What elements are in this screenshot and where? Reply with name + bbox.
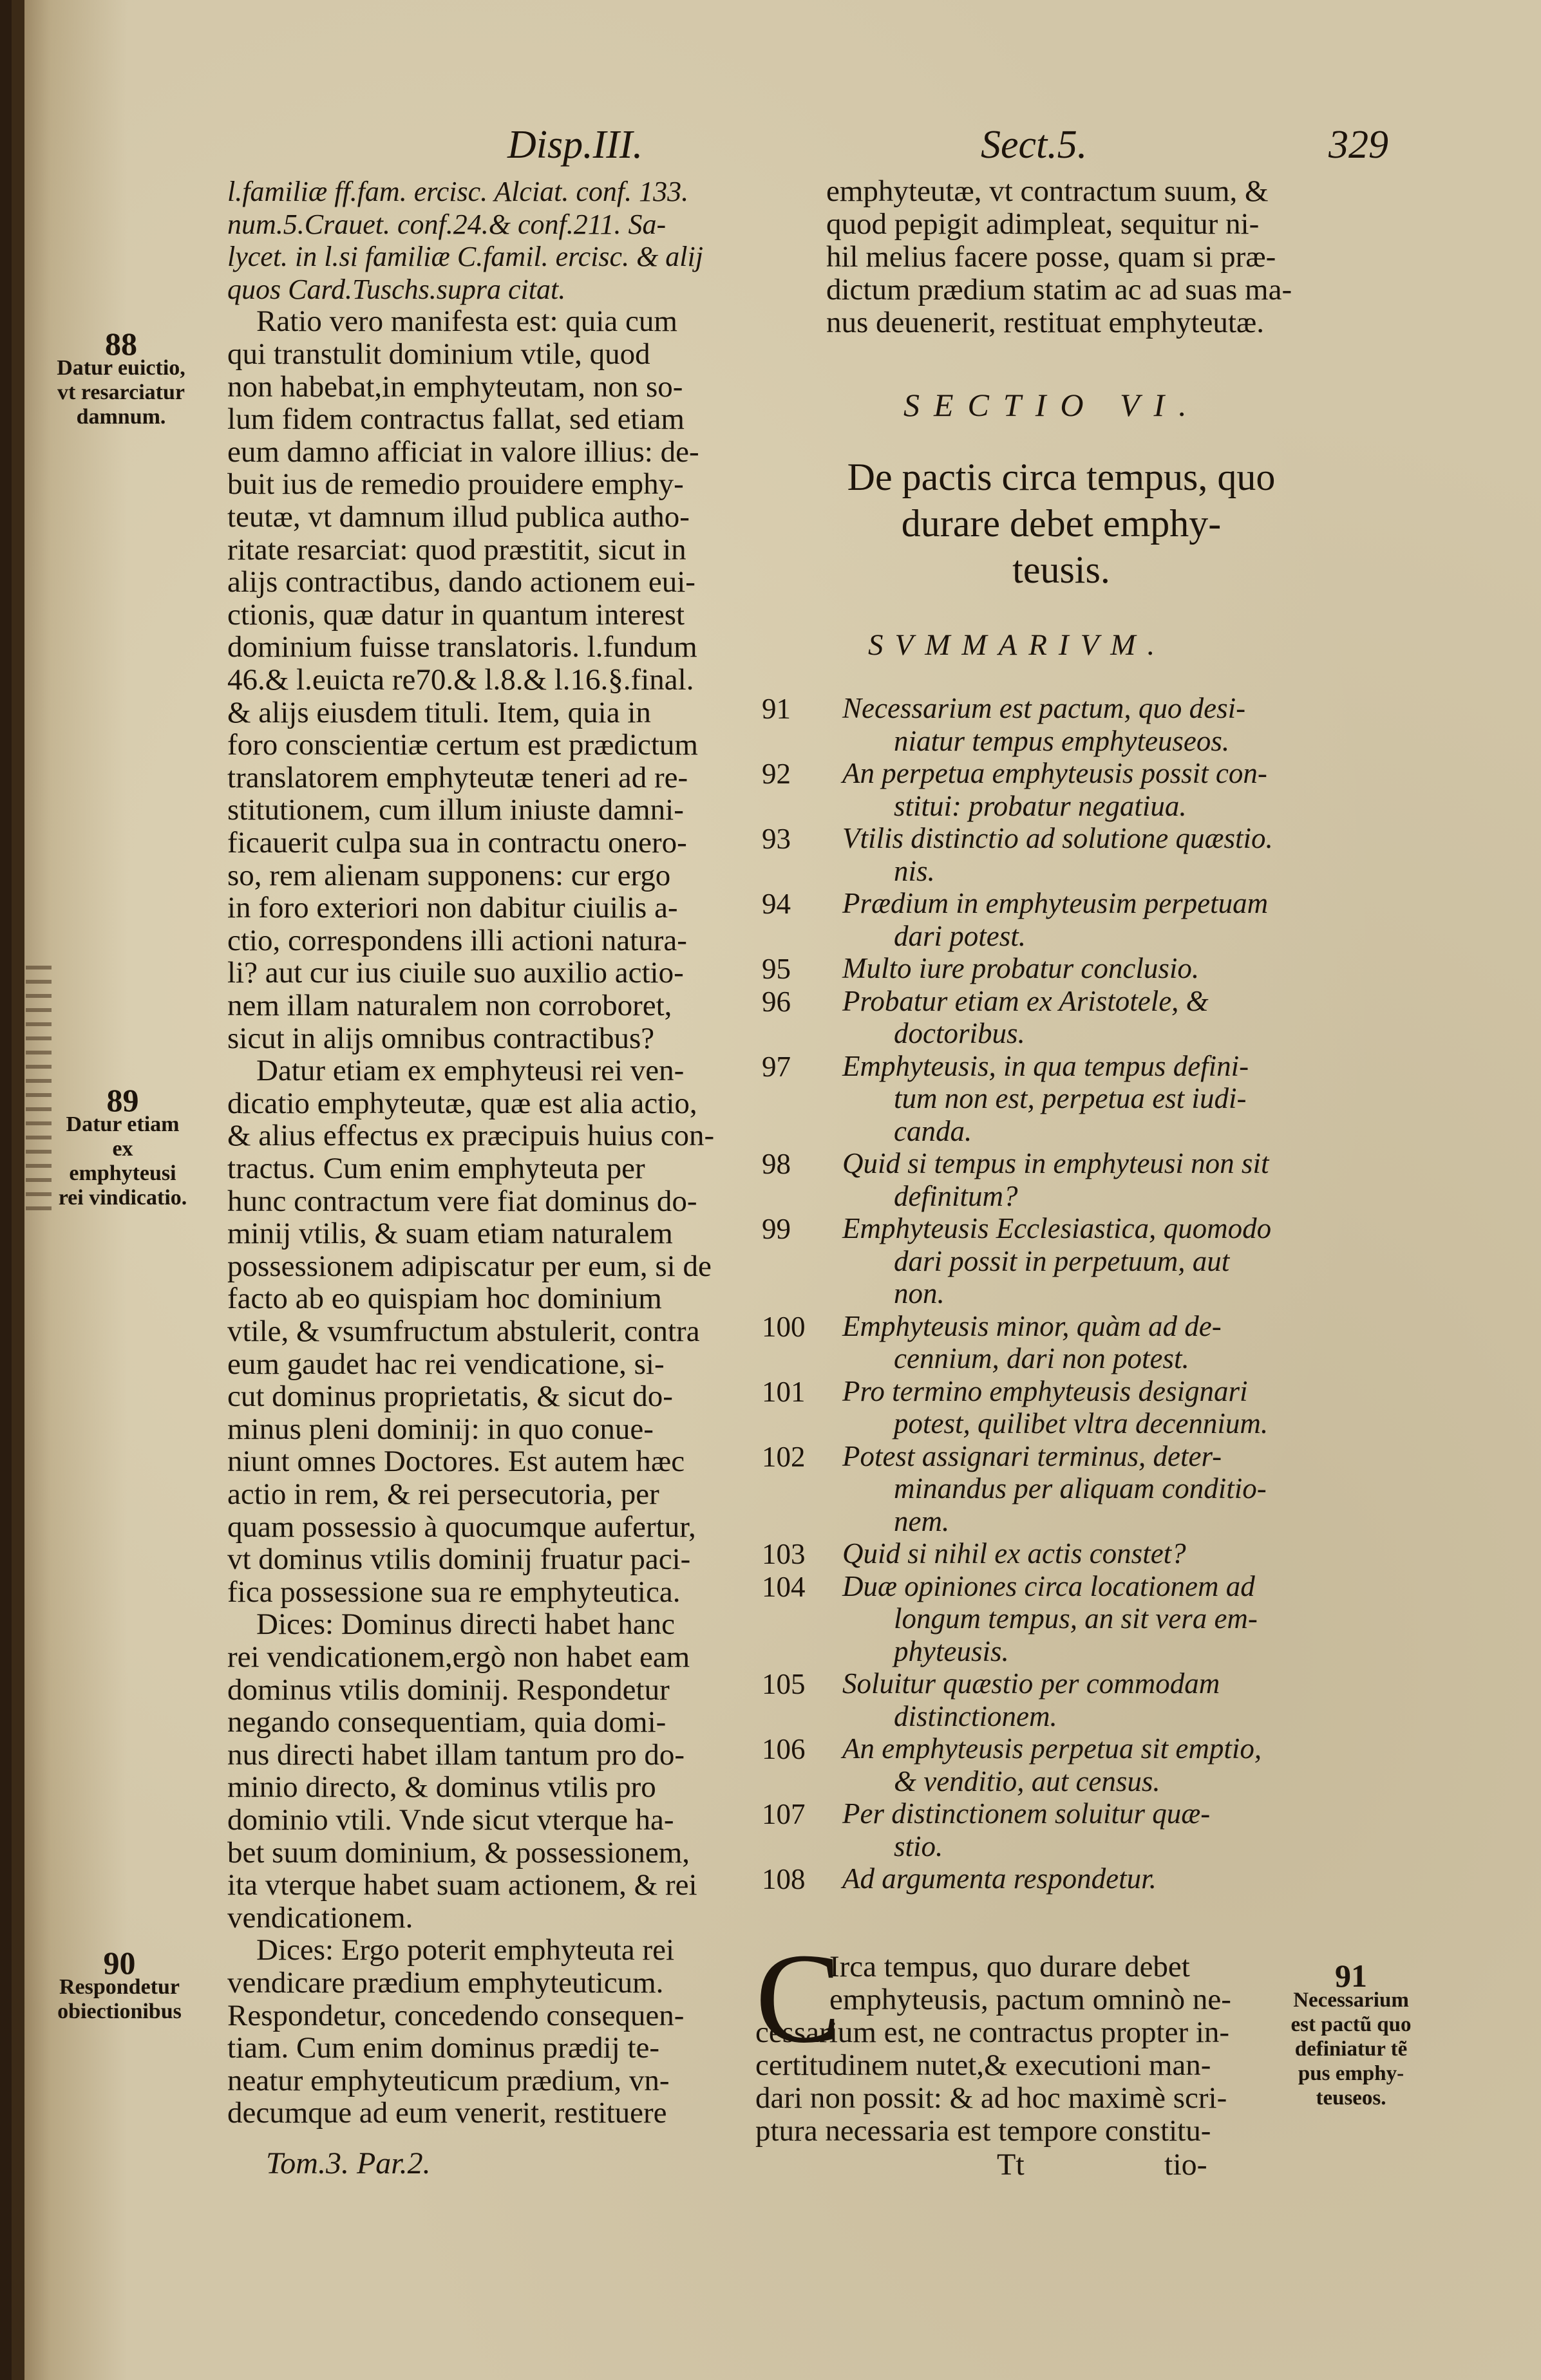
left-column-line: dicatio emphyteutæ, quæ est alia actio, — [227, 1086, 697, 1120]
summary-item-number: 96 — [762, 985, 791, 1018]
left-column-line: dominium fuisse translatoris. l.fundum — [227, 630, 697, 664]
left-column-line: neatur emphyteuticum prædium, vn- — [227, 2063, 670, 2097]
summary-item-text: dari possit in perpetuum, aut — [894, 1244, 1230, 1277]
left-column-line: nus directi habet illam tantum pro do- — [227, 1738, 685, 1772]
section-label: SECTIO VI. — [903, 387, 1201, 423]
summary-item-number: 91 — [762, 693, 791, 725]
summary-item-number: 95 — [762, 953, 791, 985]
summary-item-number: 92 — [762, 758, 791, 790]
right-body-line: ptura necessaria est tempore constitu- — [755, 2114, 1211, 2148]
summarium-label: SVMMARIVM. — [868, 628, 1167, 662]
summary-item-text: Quid si tempus in emphyteusi non sit — [842, 1147, 1269, 1179]
right-body-line: Irca tempus, quo durare debet — [829, 1950, 1190, 1983]
margin-note-number: 89 — [106, 1082, 139, 1118]
summary-item-text: Multo iure probatur conclusio. — [842, 952, 1200, 984]
summary-item-number: 101 — [762, 1375, 806, 1408]
signature-mark: Tom.3. Par.2. — [266, 2146, 431, 2180]
summary-item-number: 93 — [762, 823, 791, 855]
left-column-line: ita vterque habet suam actionem, & rei — [227, 1868, 697, 1902]
summary-item-text: Emphyteusis, in qua tempus defini- — [842, 1049, 1249, 1082]
right-body-line: certitudinem nutet,& executioni man- — [755, 2048, 1211, 2082]
right-body-line: dari non possit: & ad hoc maximè scri- — [755, 2081, 1227, 2115]
summary-item-text: stitui: probatur negatiua. — [894, 789, 1187, 822]
left-column-line: quam possessio à quocumque aufertur, — [227, 1510, 696, 1544]
summary-item-text: An emphyteusis perpetua sit emptio, — [842, 1732, 1262, 1765]
left-column-line: Dices: Ergo poterit emphyteuta rei — [256, 1933, 675, 1967]
left-column-line: alijs contractibus, dando actionem eui- — [227, 565, 695, 599]
summary-item-text: Necessarium est pactum, quo desi- — [842, 692, 1246, 724]
summary-item-number: 94 — [762, 888, 791, 920]
left-column-line: translatorem emphyteutæ teneri ad re- — [227, 760, 688, 794]
left-column-line: hunc contractum vere fiat dominus do- — [227, 1184, 697, 1218]
right-column-line: quod pepigit adimpleat, sequitur ni- — [826, 207, 1260, 241]
left-column-line: num.5.Crauet. conf.24.& conf.211. Sa- — [227, 208, 667, 240]
summary-item-text: Emphyteusis minor, quàm ad de- — [842, 1309, 1222, 1342]
catchword-signature: Tt — [997, 2148, 1025, 2182]
right-column-line: nus deuenerit, restituat emphyteutæ. — [826, 306, 1265, 339]
left-column-line: decumque ad eum venerit, restituere — [227, 2096, 667, 2130]
left-column-line: foro conscientiæ certum est prædictum — [227, 728, 698, 762]
left-column-line: vendicationem. — [227, 1900, 413, 1935]
summary-item-text: Emphyteusis Ecclesiastica, quomodo — [842, 1212, 1272, 1244]
summary-item-text: distinctionem. — [894, 1700, 1057, 1732]
left-column-line: tractus. Cum enim emphyteuta per — [227, 1152, 645, 1185]
summary-item-text: Soluitur quæstio per commodam — [842, 1667, 1220, 1700]
left-column-line: actio in rem, & rei persecutoria, per — [227, 1477, 659, 1511]
left-column-line: ritate resarciat: quod præstitit, sicut in — [227, 532, 686, 567]
margin-note-90: 90 Respondetur obiectionibus — [47, 1951, 192, 2024]
left-column-line: eum damno afficiat in valore illius: de- — [227, 435, 699, 469]
left-column-line: niunt omnes Doctores. Est autem hæc — [227, 1445, 685, 1479]
summary-item-text: cennium, dari non potest. — [894, 1342, 1189, 1374]
margin-note-number: 91 — [1335, 1958, 1367, 1994]
summary-item-text: niatur tempus emphyteuseos. — [894, 724, 1230, 757]
left-column-line: negando consequentiam, quia domi- — [227, 1705, 667, 1739]
left-column-line: lum fidem contractus fallat, sed etiam — [227, 402, 685, 436]
left-column-line: & alijs eiusdem tituli. Item, quia in — [227, 695, 651, 729]
running-head-right: Sect.5. — [981, 123, 1088, 167]
summary-item-number: 107 — [762, 1798, 806, 1830]
summary-item-text: Per distinctionem soluitur quæ- — [842, 1797, 1211, 1830]
right-body-line: emphyteusis, pactum omninò ne- — [829, 1983, 1231, 2016]
summary-item-number: 97 — [762, 1050, 791, 1083]
book-page — [12, 0, 1541, 2380]
left-column-line: facto ab eo quispiam hoc dominium — [227, 1282, 662, 1316]
left-column-line: lycet. in l.si familiæ C.famil. ercisc. & alij — [227, 241, 703, 273]
summary-item-number: 98 — [762, 1148, 791, 1180]
left-column-line: ctio, correspondens illi actioni natura- — [227, 923, 687, 957]
left-column-line: li? aut cur ius ciuile suo auxilio actio- — [227, 956, 684, 990]
left-column-line: & alius effectus ex præcipuis huius con- — [227, 1119, 715, 1153]
catchword: tio- — [1164, 2148, 1207, 2182]
left-column-line: sicut in alijs omnibus contractibus? — [227, 1021, 655, 1055]
summary-item-text: tum non est, perpetua est iudi- — [894, 1082, 1247, 1114]
left-column-line: non habebat,in emphyteutam, non so- — [227, 370, 683, 404]
margin-note-number: 88 — [105, 326, 137, 362]
summary-item-text: Potest assignari terminus, deter- — [842, 1439, 1222, 1472]
summary-item-text: & venditio, aut census. — [894, 1765, 1160, 1797]
left-column-line: bet suum dominium, & possessionem, — [227, 1835, 690, 1869]
left-column-line: nem illam naturalem non corroboret, — [227, 989, 672, 1022]
left-column-line: dominio vtili. Vnde sicut vterque ha- — [227, 1803, 674, 1837]
summary-item-text: dari potest. — [894, 919, 1026, 952]
left-column-line: Dices: Dominus directi habet hanc — [256, 1607, 675, 1642]
right-column-line: emphyteutæ, vt contractum suum, & — [826, 174, 1269, 208]
left-column-line: in foro exteriori non dabitur ciuilis a- — [227, 891, 678, 925]
summary-item-number: 100 — [762, 1310, 806, 1343]
left-column-line: ficauerit culpa sua in contractu onero- — [227, 826, 687, 859]
summary-item-number: 103 — [762, 1538, 806, 1570]
summary-item-text: non. — [894, 1277, 945, 1309]
margin-note-89: 89 Datur etiam ex emphyteusi rei vindicatio. — [57, 1088, 189, 1210]
summary-item-number: 99 — [762, 1213, 791, 1245]
summary-item-text: canda. — [894, 1114, 972, 1147]
left-column-line: vt dominus vtilis dominij fruatur paci- — [227, 1542, 691, 1577]
left-column-line: stitutionem, cum illum iniuste damni- — [227, 793, 684, 827]
section-title: De pactis circa tempus, quo durare debet emphy- teusis. — [847, 456, 1276, 591]
left-column-line: so, rem alienam supponens: cur ergo — [227, 858, 671, 892]
margin-note-88: 88 Datur euictio, vt resarciatur damnum. — [57, 326, 185, 429]
summary-item-text: Quid si nihil ex actis constet? — [842, 1537, 1186, 1569]
left-column-line: minio directo, & dominus vtilis pro — [227, 1770, 656, 1804]
summary-item-text: doctoribus. — [894, 1017, 1025, 1049]
left-column-line: vendicare prædium emphyteuticum. — [227, 1966, 664, 2000]
margin-note-number: 90 — [103, 1945, 136, 1981]
summary-item-number: 105 — [762, 1668, 806, 1700]
left-column-line: minij vtilis, & suam etiam naturalem — [227, 1217, 673, 1251]
left-column-line: Ratio vero manifesta est: quia cum — [256, 305, 677, 339]
left-column-line: qui transtulit dominium vtile, quod — [227, 337, 650, 371]
summary-item-number: 104 — [762, 1570, 806, 1603]
drop-cap: C — [755, 1927, 842, 2070]
summary-item-text: Pro termino emphyteusis designari — [842, 1374, 1248, 1407]
left-column-line: Datur etiam ex emphyteusi rei ven- — [256, 1054, 685, 1088]
summary-item-text: minandus per aliquam conditio- — [894, 1472, 1267, 1504]
left-column-line: fica possessione sua re emphyteutica. — [227, 1575, 681, 1609]
binding-edge — [12, 0, 24, 2380]
left-column-line: Respondetur, concedendo consequen- — [227, 1998, 685, 2032]
page-number: 329 — [1328, 123, 1388, 167]
right-body-line: cessarium est, ne contractus propter in- — [755, 2016, 1230, 2049]
summary-item-number: 102 — [762, 1440, 806, 1473]
summary-item-number: 106 — [762, 1733, 806, 1765]
right-column-line: hil melius facere posse, quam si præ- — [826, 240, 1276, 274]
summary-item-text: definitum? — [894, 1179, 1018, 1212]
left-column-line: vtile, & vsumfructum abstulerit, contra — [227, 1315, 700, 1348]
margin-note-91: 91 Necessarium est pactũ quo definiatur tẽ pus emphy- teuseos. — [1264, 1963, 1438, 2110]
left-column-line: dominus vtilis dominij. Respondetur — [227, 1673, 670, 1707]
left-column-line: l.familiæ ff.fam. ercisc. Alciat. conf. 133. — [227, 176, 689, 207]
summary-item-text: Vtilis distinctio ad solutione quæstio. — [842, 822, 1273, 854]
summary-item-text: An perpetua emphyteusis possit con- — [842, 757, 1267, 789]
summary-item-number: 108 — [762, 1863, 806, 1895]
summary-item-text: nem. — [894, 1504, 950, 1537]
left-column-line: teutæ, vt damnum illud publica autho- — [227, 500, 690, 534]
summary-item-text: Ad argumenta respondetur. — [842, 1862, 1157, 1895]
left-column-line: quos Card.Tuschs.supra citat. — [227, 273, 566, 305]
summary-item-text: potest, quilibet vltra decennium. — [894, 1407, 1269, 1439]
left-column-line: tiam. Cum enim dominus prædij te- — [227, 2031, 660, 2065]
summary-item-text: stio. — [894, 1830, 943, 1862]
left-column-line: rei vendicationem,ergò non habet eam — [227, 1640, 690, 1674]
summary-item-text: Probatur etiam ex Aristotele, & — [842, 984, 1209, 1017]
left-column-line: buit ius de remedio prouidere emphy- — [227, 467, 684, 501]
left-column-line: minus pleni dominij: in quo conue- — [227, 1412, 654, 1446]
left-column-line: eum gaudet hac rei vendicatione, si- — [227, 1347, 665, 1381]
running-head-left: Disp.III. — [507, 123, 643, 167]
summary-item-text: nis. — [894, 854, 935, 887]
summary-item-text: phyteusis. — [894, 1635, 1009, 1667]
summary-item-text: Prædium in emphyteusim perpetuam — [842, 887, 1269, 919]
summary-item-text: Duæ opiniones circa locationem ad — [842, 1569, 1255, 1602]
left-column-line: cut dominus proprietatis, & sicut do- — [227, 1380, 673, 1414]
left-column-line: possessionem adipiscatur per eum, si de — [227, 1249, 712, 1283]
right-column-line: dictum prædium statim ac ad suas ma- — [826, 273, 1292, 306]
left-column-line: ctionis, quæ datur in quantum interest — [227, 597, 685, 632]
facing-page-fragment — [26, 966, 52, 1210]
left-column-line: 46.& l.euicta re70.& l.8.& l.16.§.final. — [227, 663, 694, 697]
summary-item-text: longum tempus, an sit vera em- — [894, 1602, 1258, 1635]
